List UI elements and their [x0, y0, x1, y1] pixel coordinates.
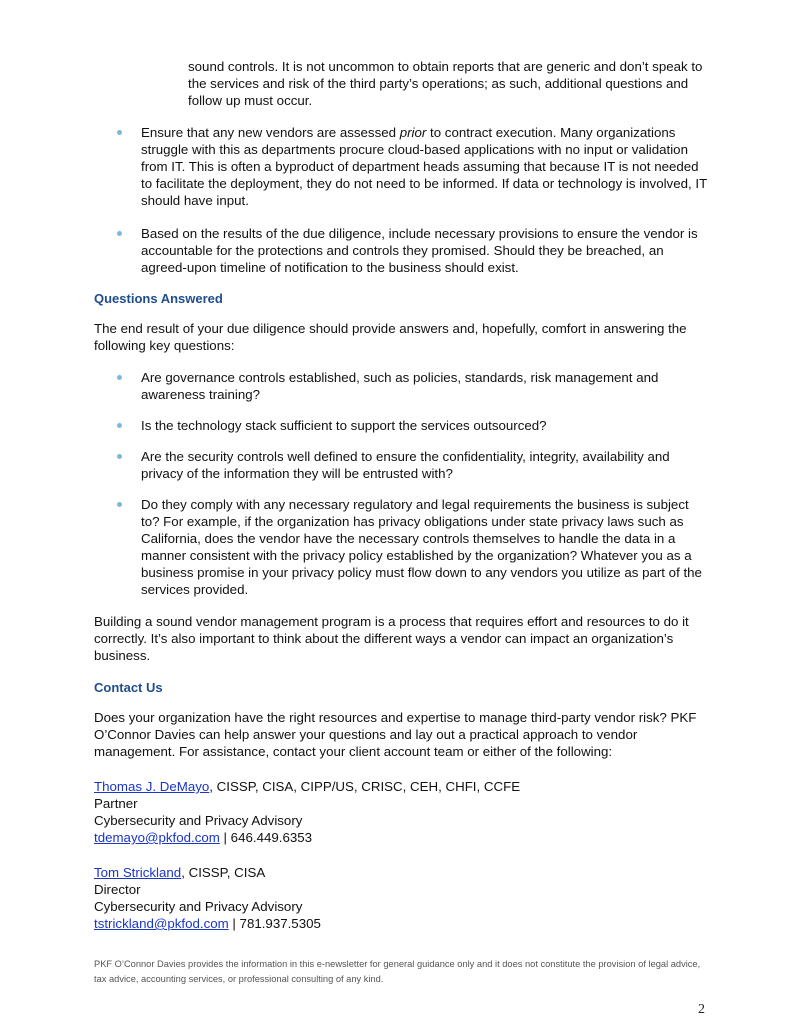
bullet-icon [117, 231, 122, 236]
contact-department: Cybersecurity and Privacy Advisory [94, 899, 303, 914]
contact-name-line [94, 864, 714, 881]
contact-email-link[interactable]: tdemayo@pkfod.com [94, 830, 220, 845]
closing-paragraph: Building a sound vendor management program is a process that requires effort and resources to do it correctly. It’s also important to think about the different ways a vendor can impact an organization’s business. [94, 614, 689, 663]
questions-intro: The end result of your due diligence should provide answers and, hopefully, comfort in answering the following key questions: [94, 321, 687, 353]
contact-credentials: , CISSP, CISA [181, 865, 266, 880]
contact-email-line [94, 915, 714, 932]
question-item-governance: Are governance controls established, such as policies, standards, risk management and awareness training? [141, 369, 681, 403]
contact-card [94, 864, 714, 932]
contact-phone: | 646.449.6353 [219, 830, 313, 845]
contact-email-line [94, 829, 714, 846]
bullet-item-vendor-assessment: Ensure that any new vendors are assessed prior to contract execution. Many organizations struggle with this as departments procure cloud-based applications with no input or validation from IT. This is often a byproduct of department heads assuming that because IT is not needed to facilitate the deployment, they do not need to be informed. If data or technology is involved, IT should have input. [141, 124, 711, 209]
continuation-paragraph: sound controls. It is not uncommon to obtain reports that are generic and don’t speak to the services and risk of the third party’s operations; as such, additional questions and follow up must occur. [188, 59, 703, 108]
contact-name-line [94, 778, 714, 795]
contact-title: Partner [94, 796, 138, 811]
bullet-icon [117, 502, 122, 507]
question-item-technology: Is the technology stack sufficient to support the services outsourced? [141, 417, 711, 434]
contact-credentials: , CISSP, CISA, CIPP/US, CRISC, CEH, CHFI, CCFE [209, 779, 521, 794]
contact-intro: Does your organization have the right resources and expertise to manage third-party vendor risk? PKF O’Connor Davies can help answer your questions and lay out a practical approach to vendor management. For assistance, contact your client account team or either of the following: [94, 710, 697, 759]
bullet-icon [117, 454, 122, 459]
bullet-icon [117, 130, 122, 135]
contact-department: Cybersecurity and Privacy Advisory [94, 813, 303, 828]
contact-name-link[interactable]: Tom Strickland [94, 865, 182, 880]
disclaimer: PKF O’Connor Davies provides the information in this e-newsletter for general guidance only and it does not constitute the provision of legal advice, tax advice, accounting services, or professional consulting of any kind. [94, 959, 701, 984]
contact-phone: | 781.937.5305 [228, 916, 321, 931]
question-item-compliance: Do they comply with any necessary regulatory and legal requirements the business is subject to? For example, if the organization has privacy obligations under state privacy laws such as California, does the vendor have the necessary controls themselves to handle the data in a manner consistent with the privacy policy established by the organization? Whatever you as a business promise in your privacy policy must flow down to any vendors you utilize as part of the services provided. [141, 496, 707, 598]
contact-card [94, 778, 714, 846]
emphasis-prior: prior [399, 125, 427, 140]
contact-email-link[interactable]: tstrickland@pkfod.com [94, 916, 229, 931]
bullet-icon [117, 423, 122, 428]
heading-contact-us: Contact Us [94, 680, 163, 695]
bullet-item-contract-provisions: Based on the results of the due diligence, include necessary provisions to ensure the vendor is accountable for the protections and controls they promised. Should they be breached, an agreed-upon timeline of notification to the business should exist. [141, 225, 711, 276]
heading-questions-answered: Questions Answered [94, 291, 223, 306]
question-item-security: Are the security controls well defined to ensure the confidentiality, integrity, availability and privacy of the information they will be entrusted with? [141, 448, 686, 482]
contact-name-link[interactable]: Thomas J. DeMayo [94, 779, 210, 794]
bullet-icon [117, 375, 122, 380]
contact-title: Director [94, 882, 141, 897]
page-number: 2 [698, 1002, 705, 1017]
